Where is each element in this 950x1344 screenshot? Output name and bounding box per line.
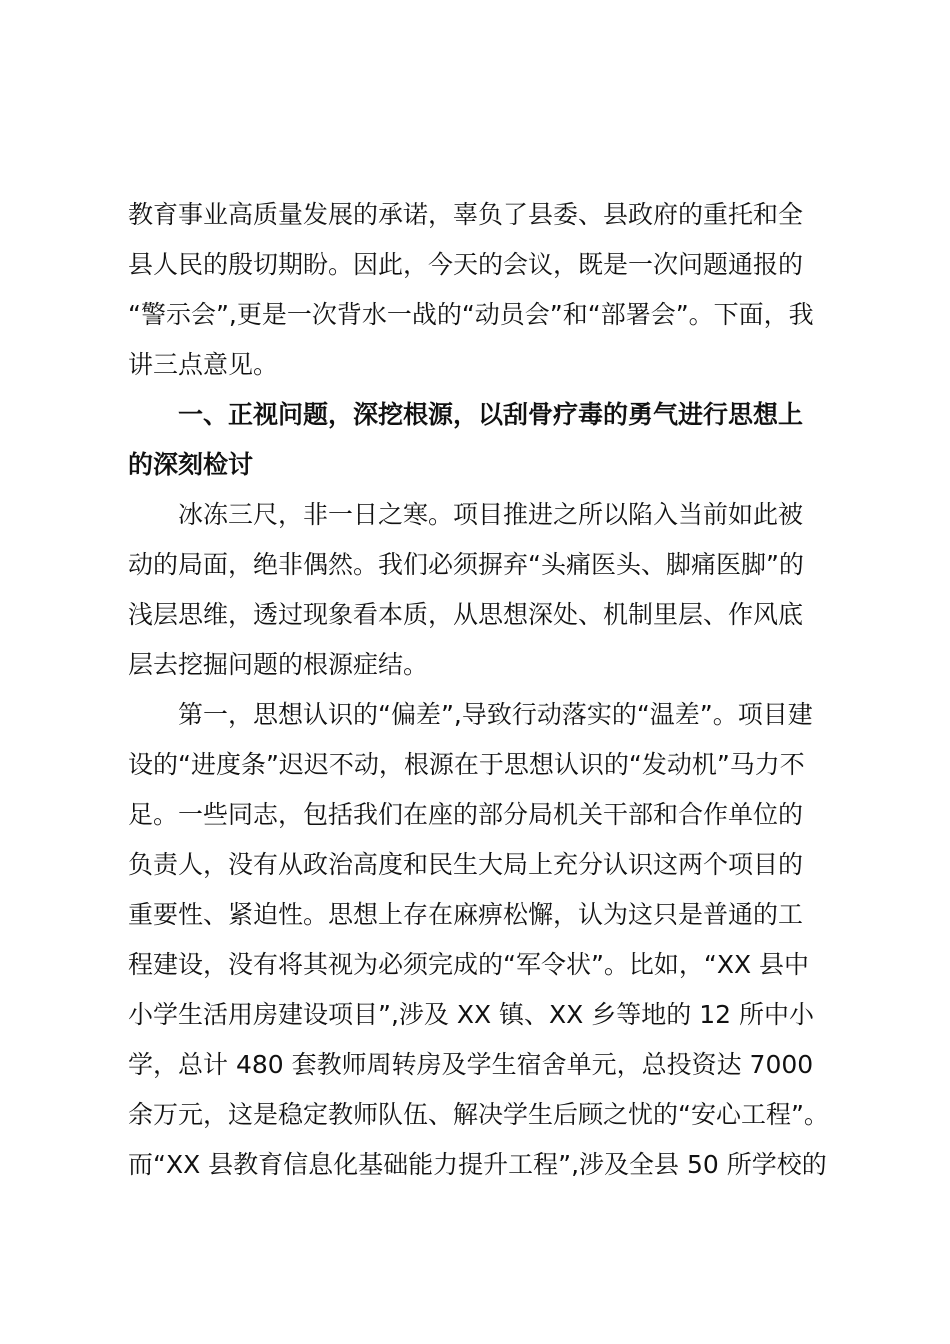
text-line: 重要性、紧迫性。思想上存在麻痹松懈，认为这只是普通的工 [128, 900, 804, 929]
section-heading [128, 390, 840, 490]
text-line: 讲三点意见。 [128, 350, 279, 379]
text-line: 程建设，没有将其视为必须完成的“军令状”。比如，“XX 县中 [128, 950, 810, 979]
document-body [128, 190, 840, 1190]
paragraph-intro [128, 490, 840, 690]
text-line: 而“XX 县教育信息化基础能力提升工程”,涉及全县 50 所学校的 [128, 1150, 827, 1179]
text-line: 小学生活用房建设项目”,涉及 XX 镇、XX 乡等地的 12 所中小 [128, 1000, 814, 1029]
text-line: 足。一些同志，包括我们在座的部分局机关干部和合作单位的 [128, 800, 804, 829]
text-line: 第一，思想认识的“偏差”,导致行动落实的“温差”。项目建 [178, 700, 813, 729]
text-line: 层去挖掘问题的根源症结。 [128, 650, 429, 679]
text-line: 冰冻三尺，非一日之寒。项目推进之所以陷入当前如此被 [178, 500, 804, 529]
text-line: 浅层思维，透过现象看本质，从思想深处、机制里层、作风底 [128, 600, 804, 629]
text-line: 动的局面，绝非偶然。我们必须摒弃“头痛医头、脚痛医脚”的 [128, 550, 804, 579]
text-line: 学，总计 480 套教师周转房及学生宿舍单元，总投资达 7000 [128, 1050, 814, 1079]
text-line: 县人民的殷切期盼。因此，今天的会议，既是一次问题通报的 [128, 250, 804, 279]
text-line: 设的“进度条”迟迟不动，根源在于思想认识的“发动机”马力不 [128, 750, 805, 779]
heading-line: 一、正视问题，深挖根源，以刮骨疗毒的勇气进行思想上 [178, 400, 804, 429]
heading-line: 的深刻检讨 [128, 450, 254, 479]
text-line: 负责人，没有从政治高度和民生大局上充分认识这两个项目的 [128, 850, 804, 879]
text-line: “警示会”,更是一次背水一战的“动员会”和“部署会”。下面，我 [128, 300, 814, 329]
paragraph-first-point [128, 690, 840, 1190]
paragraph-continuation [128, 190, 840, 390]
text-line: 教育事业高质量发展的承诺，辜负了县委、县政府的重托和全 [128, 200, 804, 229]
text-line: 余万元，这是稳定教师队伍、解决学生后顾之忧的“安心工程”。 [128, 1100, 829, 1129]
